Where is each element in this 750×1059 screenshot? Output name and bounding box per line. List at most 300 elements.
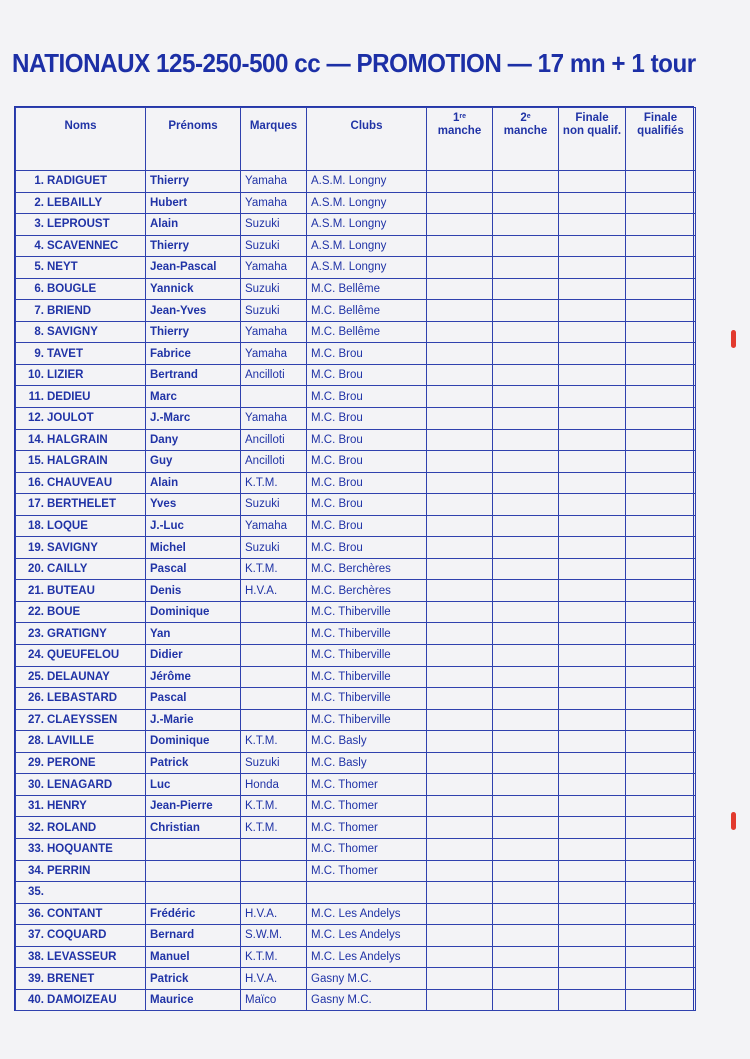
rider-brand [241,882,307,904]
rider-firstname: J.-Marc [146,408,241,430]
rider-name-cell [16,257,146,279]
manche-2-num: 2 [520,112,527,124]
finale-qualifies-cell [626,278,696,300]
rider-club: M.C. Brou [307,429,427,451]
rider-firstname: Yves [146,494,241,516]
table-row [16,408,696,430]
finale-non-qualif-cell [559,494,626,516]
finale-qualifies-cell [626,515,696,537]
rider-name-cell [16,946,146,968]
rider-brand: Suzuki [241,494,307,516]
rider-club: M.C. Brou [307,386,427,408]
rider-firstname: Michel [146,537,241,559]
finale-qualifies-cell [626,989,696,1011]
rider-firstname: Bertrand [146,364,241,386]
rider-number: 16. [28,476,44,489]
manche-2-cell [493,451,559,473]
finale-qualifies-cell [626,192,696,214]
rider-number: 12. [28,412,44,425]
rider-club: M.C. Thomer [307,795,427,817]
finale-non-qualif-cell [559,321,626,343]
table-row [16,601,696,623]
finale-qualifies-cell [626,795,696,817]
manche-1-cell [427,774,493,796]
manche-1-cell [427,257,493,279]
table-row [16,171,696,193]
table-row [16,860,696,882]
rider-firstname: J.-Luc [146,515,241,537]
finale-non-qualif-cell [559,601,626,623]
finale-qualifies-cell [626,386,696,408]
finale-non-qualif-cell [559,645,626,667]
rider-brand: Ancilloti [241,451,307,473]
rider-firstname: Patrick [146,752,241,774]
rider-club: M.C. Brou [307,515,427,537]
rider-club: M.C. Brou [307,537,427,559]
rider-name-cell [16,580,146,602]
manche-1-cell [427,688,493,710]
manche-2-cell [493,408,559,430]
rider-brand: Suzuki [241,278,307,300]
manche-2-cell [493,235,559,257]
finale-non-qualif-cell [559,429,626,451]
finale-non-qualif-cell [559,192,626,214]
rider-number: 25. [28,670,44,683]
manche-2-cell [493,580,559,602]
rider-surname: GRATIGNY [47,627,107,640]
finale-non-qualif-cell [559,343,626,365]
rider-name-cell [16,192,146,214]
rider-name-cell [16,601,146,623]
rider-number: 8. [34,326,44,339]
manche-1-cell [427,882,493,904]
rider-number: 38. [28,950,44,963]
finale-qualifies-cell [626,666,696,688]
rider-brand: Yamaha [241,515,307,537]
rider-brand: H.V.A. [241,580,307,602]
rider-brand: Suzuki [241,214,307,236]
rider-name-cell [16,515,146,537]
finale-non-qualif-cell [559,537,626,559]
rider-number: 3. [34,218,44,231]
binder-mark [731,330,736,348]
table-row [16,795,696,817]
rider-firstname: Thierry [146,171,241,193]
table-header-row [16,108,696,171]
finale-qualifies-cell [626,817,696,839]
rider-number: 24. [28,649,44,662]
rider-firstname: Alain [146,472,241,494]
rider-club: M.C. Thomer [307,838,427,860]
rider-firstname: Pascal [146,688,241,710]
rider-surname: CONTANT [47,907,103,920]
rider-brand [241,688,307,710]
finale-non-qualif-cell [559,666,626,688]
finale-non-qualif-cell [559,558,626,580]
col-header-manche-2 [493,108,559,171]
rider-surname: HALGRAIN [47,433,108,446]
finale-non-qualif-cell [559,860,626,882]
manche-1-cell [427,645,493,667]
manche-2-cell [493,429,559,451]
rider-number: 35. [28,886,44,899]
table-row [16,494,696,516]
rider-brand: K.T.M. [241,472,307,494]
table-row [16,903,696,925]
rider-brand: Maïco [241,989,307,1011]
rider-number: 28. [28,735,44,748]
table-row [16,321,696,343]
rider-firstname: Yannick [146,278,241,300]
rider-number: 9. [34,347,44,360]
manche-2-cell [493,494,559,516]
rider-surname: PERRIN [47,864,91,877]
rider-brand [241,860,307,882]
finale-qualifies-cell [626,580,696,602]
rider-firstname: Bernard [146,925,241,947]
rider-firstname: Pascal [146,558,241,580]
finale-non-qualif-cell [559,386,626,408]
table-row [16,429,696,451]
rider-surname: BRIEND [47,304,92,317]
rider-name-cell [16,386,146,408]
finale-non-qualif-cell [559,688,626,710]
rider-surname: LEBAILLY [47,196,103,209]
finale-qualifies-cell [626,688,696,710]
manche-1-cell [427,558,493,580]
rider-firstname: Thierry [146,321,241,343]
rider-surname: NEYT [47,261,78,274]
rider-surname: BUTEAU [47,584,95,597]
finale-qualifies-cell [626,494,696,516]
table-row [16,968,696,990]
rider-number: 39. [28,972,44,985]
manche-2-cell [493,645,559,667]
rider-firstname: Frédéric [146,903,241,925]
rider-club: Gasny M.C. [307,968,427,990]
rider-number: 30. [28,778,44,791]
rider-brand: K.T.M. [241,817,307,839]
table-row [16,989,696,1011]
rider-firstname: Dany [146,429,241,451]
rider-firstname: Jean-Pascal [146,257,241,279]
finale-non-qualif-cell [559,989,626,1011]
finale-non-qualif-cell [559,795,626,817]
rider-brand: S.W.M. [241,925,307,947]
manche-2-cell [493,386,559,408]
rider-number: 15. [28,455,44,468]
rider-club: M.C. Bellême [307,278,427,300]
rider-club: M.C. Les Andelys [307,903,427,925]
manche-1-cell [427,946,493,968]
rider-brand [241,645,307,667]
rider-club: M.C. Thomer [307,860,427,882]
rider-name-cell [16,558,146,580]
rider-number: 33. [28,843,44,856]
finale-qualifies-cell [626,300,696,322]
table-row [16,774,696,796]
manche-2-cell [493,343,559,365]
manche-1-cell [427,968,493,990]
rider-club: M.C. Brou [307,494,427,516]
rider-number: 40. [28,994,44,1007]
manche-1-cell [427,580,493,602]
table-row [16,946,696,968]
finale-non-qualif-cell [559,903,626,925]
table-row [16,558,696,580]
manche-1-cell [427,903,493,925]
manche-1-cell [427,171,493,193]
rider-number: 18. [28,520,44,533]
rider-surname: CLAEYSSEN [47,713,118,726]
manche-1-cell [427,429,493,451]
finale-qualifies-cell [626,429,696,451]
finale-non-qualif-cell [559,515,626,537]
manche-2-cell [493,688,559,710]
rider-surname: LIZIER [47,369,84,382]
finale-non-qualif-cell [559,472,626,494]
manche-2-cell [493,838,559,860]
rider-name-cell [16,903,146,925]
rider-brand [241,623,307,645]
manche-2-cell [493,321,559,343]
manche-2-cell [493,752,559,774]
rider-name-cell [16,860,146,882]
manche-1-cell [427,817,493,839]
manche-1-label: manche [437,125,482,137]
rider-name-cell [16,451,146,473]
rider-club: M.C. Thiberville [307,666,427,688]
finale-qualifies-cell [626,882,696,904]
results-table-frame [14,106,694,1011]
col-header-noms: Noms [16,108,146,171]
table-row [16,580,696,602]
manche-1-cell [427,343,493,365]
rider-club: Gasny M.C. [307,989,427,1011]
manche-1-cell [427,494,493,516]
rider-name-cell [16,968,146,990]
rider-number: 31. [28,800,44,813]
table-row [16,688,696,710]
finale-q-line1: Finale [643,112,678,124]
rider-brand: Yamaha [241,171,307,193]
finale-non-qualif-cell [559,838,626,860]
rider-brand: Yamaha [241,343,307,365]
manche-2-cell [493,472,559,494]
table-row [16,515,696,537]
rider-firstname: Thierry [146,235,241,257]
finale-non-qualif-cell [559,774,626,796]
table-row [16,451,696,473]
finale-non-qualif-cell [559,580,626,602]
rider-club: A.S.M. Longny [307,171,427,193]
rider-firstname: Dominique [146,601,241,623]
rider-firstname [146,838,241,860]
manche-2-cell [493,278,559,300]
table-row [16,192,696,214]
finale-non-qualif-cell [559,882,626,904]
table-row [16,666,696,688]
rider-club: M.C. Thiberville [307,645,427,667]
rider-firstname: Jérôme [146,666,241,688]
rider-number: 7. [34,304,44,317]
rider-number: 27. [28,713,44,726]
rider-brand: Yamaha [241,192,307,214]
col-header-manche-1 [427,108,493,171]
rider-surname: RADIGUET [47,175,108,188]
manche-1-cell [427,537,493,559]
rider-brand: K.T.M. [241,946,307,968]
rider-brand [241,386,307,408]
rider-club: M.C. Bellême [307,300,427,322]
rider-name-cell [16,645,146,667]
manche-2-cell [493,968,559,990]
rider-number: 17. [28,498,44,511]
rider-firstname: Maurice [146,989,241,1011]
finale-non-qualif-cell [559,408,626,430]
table-row [16,235,696,257]
finale-qualifies-cell [626,321,696,343]
manche-2-label: manche [503,125,548,137]
rider-firstname [146,882,241,904]
manche-2-cell [493,666,559,688]
rider-number: 14. [28,433,44,446]
finale-non-qualif-cell [559,171,626,193]
rider-surname: ROLAND [47,821,97,834]
table-row [16,537,696,559]
table-row [16,645,696,667]
rider-club: M.C. Basly [307,731,427,753]
rider-brand [241,709,307,731]
finale-qualifies-cell [626,946,696,968]
rider-brand: K.T.M. [241,795,307,817]
rider-brand: Honda [241,774,307,796]
rider-club: M.C. Les Andelys [307,925,427,947]
manche-2-cell [493,364,559,386]
rider-firstname: Christian [146,817,241,839]
rider-name-cell [16,300,146,322]
rider-number: 23. [28,627,44,640]
rider-name-cell [16,321,146,343]
rider-surname: BOUE [47,606,81,619]
rider-name-cell [16,343,146,365]
manche-1-cell [427,731,493,753]
rider-number: 11. [28,390,44,403]
finale-qualifies-cell [626,838,696,860]
rider-firstname: Alain [146,214,241,236]
manche-2-sup: e [526,113,531,120]
rider-surname: PERONE [47,757,96,770]
manche-1-cell [427,214,493,236]
rider-name-cell [16,494,146,516]
rider-number: 6. [34,283,44,295]
rider-brand: Suzuki [241,752,307,774]
rider-club: M.C. Les Andelys [307,946,427,968]
rider-firstname: Jean-Yves [146,300,241,322]
manche-2-cell [493,601,559,623]
rider-surname: DELAUNAY [47,670,110,683]
rider-surname: BERTHELET [47,498,116,511]
manche-1-cell [427,709,493,731]
table-row [16,623,696,645]
rider-club: M.C. Brou [307,343,427,365]
rider-club: A.S.M. Longny [307,214,427,236]
rider-name-cell [16,838,146,860]
manche-2-cell [493,903,559,925]
rider-club [307,882,427,904]
manche-2-cell [493,882,559,904]
manche-1-cell [427,300,493,322]
rider-number: 32. [28,821,44,834]
manche-2-cell [493,171,559,193]
rider-firstname: Hubert [146,192,241,214]
manche-1-cell [427,321,493,343]
rider-club: M.C. Thiberville [307,601,427,623]
rider-club: A.S.M. Longny [307,257,427,279]
manche-1-cell [427,235,493,257]
rider-name-cell [16,623,146,645]
manche-1-cell [427,925,493,947]
rider-surname: SAVIGNY [47,541,98,554]
rider-brand: K.T.M. [241,558,307,580]
page-title: NATIONAUX 125-250-500 cc — PROMOTION — 17 mn + 1 tour [12,48,696,78]
rider-number: 34. [28,864,44,877]
rider-brand: Suzuki [241,300,307,322]
finale-non-qualif-cell [559,257,626,279]
manche-1-cell [427,666,493,688]
finale-qualifies-cell [626,364,696,386]
table-row [16,278,696,300]
rider-surname: BOUGLE [47,283,97,295]
rider-surname: COQUARD [47,929,107,942]
finale-qualifies-cell [626,214,696,236]
rider-name-cell [16,817,146,839]
manche-2-cell [493,817,559,839]
rider-number: 36. [28,907,44,920]
rider-brand: K.T.M. [241,731,307,753]
rider-name-cell [16,214,146,236]
finale-non-qualif-cell [559,451,626,473]
finale-non-qualif-cell [559,623,626,645]
finale-non-qualif-cell [559,364,626,386]
manche-1-cell [427,515,493,537]
rider-name-cell [16,709,146,731]
manche-2-cell [493,537,559,559]
results-table [15,107,696,1011]
rider-club: M.C. Berchères [307,558,427,580]
rider-brand: Suzuki [241,235,307,257]
finale-qualifies-cell [626,774,696,796]
rider-surname: TAVET [47,347,83,360]
rider-name-cell [16,429,146,451]
manche-1-cell [427,364,493,386]
finale-non-qualif-cell [559,300,626,322]
rider-firstname: Yan [146,623,241,645]
finale-qualifies-cell [626,925,696,947]
rider-club: M.C. Thomer [307,774,427,796]
rider-club: M.C. Bellême [307,321,427,343]
rider-firstname: Manuel [146,946,241,968]
rider-brand [241,666,307,688]
rider-club: M.C. Brou [307,364,427,386]
table-row [16,709,696,731]
finale-nq-line1: Finale [575,112,609,124]
rider-brand [241,838,307,860]
rider-firstname: Luc [146,774,241,796]
manche-2-cell [493,709,559,731]
rider-name-cell [16,752,146,774]
rider-surname: HOQUANTE [47,843,113,856]
